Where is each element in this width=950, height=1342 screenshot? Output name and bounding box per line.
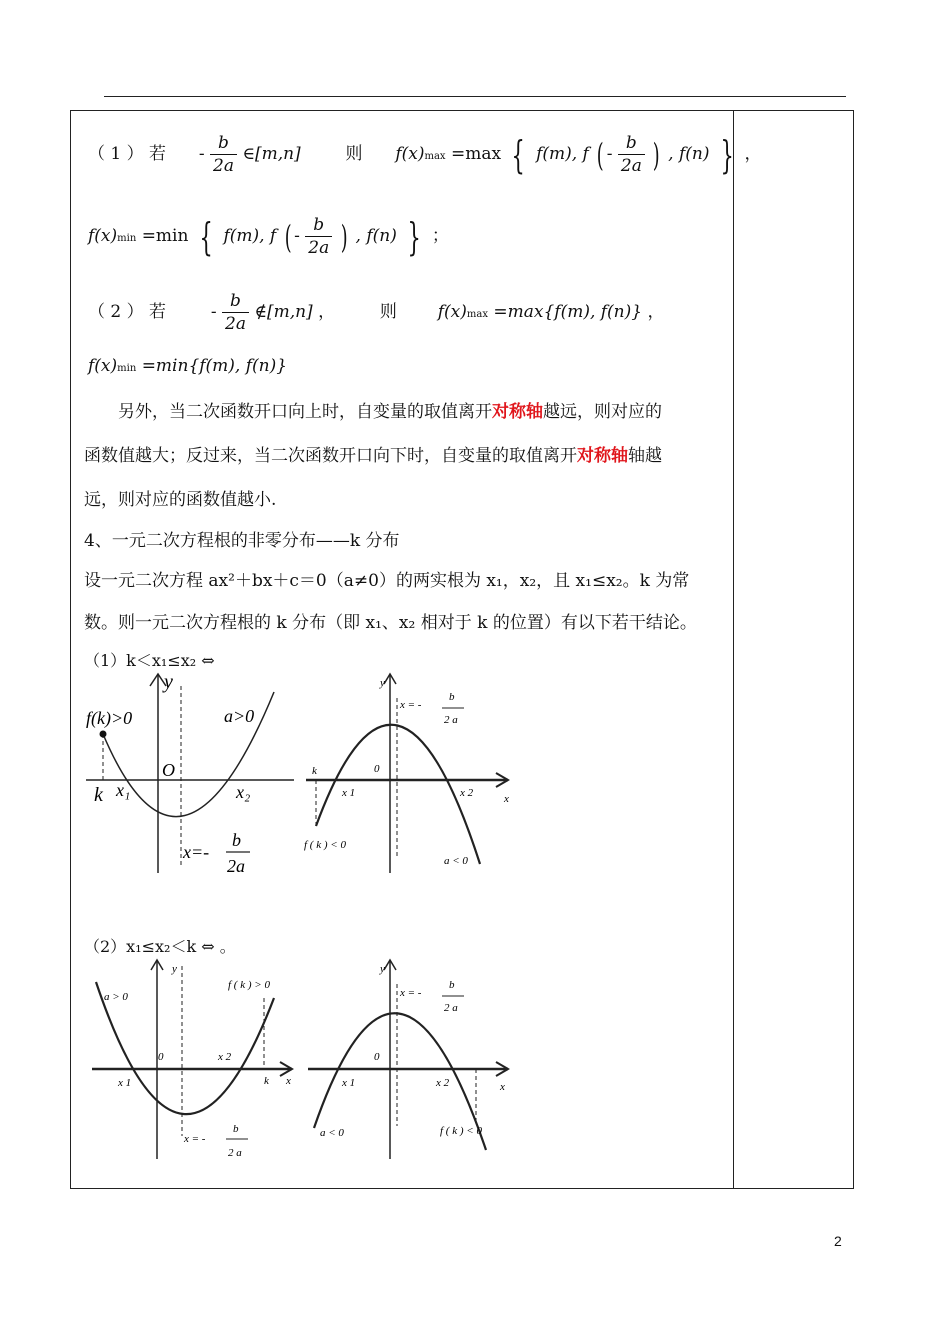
- fig4-b: b: [449, 979, 455, 991]
- case2-fraction: $\frac{b}{2a}$: [222, 290, 249, 335]
- fig4-x1-label: x 1: [342, 1077, 356, 1089]
- section4-intro-1: 设一元二次方程 ax²＋bx＋c＝0（a≠0）的两实根为 x₁，x₂，且 x₁≤x₂。k 为常: [84, 571, 690, 591]
- case1-minus: -: [198, 144, 205, 164]
- case1-condition: （1）k＜x₁≤x₂ ⇔: [84, 651, 215, 670]
- fig1-axis-eq: x=-: [183, 842, 210, 862]
- case1-min-args-a: f(m), f: [223, 226, 277, 246]
- fig3-a-label: a > 0: [104, 991, 128, 1003]
- fig1-y-label: y: [164, 671, 173, 693]
- case1-min-args-b: , f(n): [355, 226, 397, 246]
- section4-title: 4、一元二次方程根的非零分布——k 分布: [84, 531, 400, 551]
- fig1-a-label: a>0: [224, 706, 255, 726]
- case2-max-sub: max: [466, 309, 488, 320]
- case2-label: （ 2 ） 若: [88, 302, 167, 322]
- left-paren: (: [597, 135, 604, 174]
- right-paren: ): [653, 135, 660, 174]
- case2-min-expr: =min{f(m), f(n)}: [141, 356, 288, 376]
- case1-max-args-b: , f(n): [668, 144, 710, 164]
- highlight-axis: 对称轴: [577, 446, 628, 466]
- fig3-axis-eq: x = -: [184, 1133, 206, 1145]
- case2-membership: ∉[m,n]: [254, 302, 313, 322]
- case1-max-args-a: f(m), f: [536, 144, 589, 164]
- fig1-fk-label: f(k)>0: [86, 708, 133, 728]
- fig2-2a: 2 a: [444, 714, 458, 726]
- left-brace: {: [199, 214, 213, 259]
- left-paren: (: [284, 217, 292, 256]
- case2-comma: ，: [318, 302, 336, 322]
- fig1-origin-label: O: [162, 760, 175, 780]
- left-brace: {: [511, 132, 526, 177]
- fig4-2a: 2 a: [444, 1002, 458, 1014]
- paragraph-axis-of-symmetry: [84, 390, 724, 522]
- fig4-a-label: a < 0: [320, 1127, 344, 1139]
- table-side-column: [733, 110, 734, 1189]
- fig2-a-label: a < 0: [444, 855, 468, 867]
- case1-min-sub: min: [117, 233, 137, 244]
- fig1-x1-label: x₁: [116, 780, 131, 800]
- header-rule: [104, 96, 846, 97]
- fig4-x2-label: x 2: [436, 1077, 450, 1089]
- case1-min-eq: =min: [141, 226, 189, 246]
- fig3-x2-label: x 2: [218, 1051, 232, 1063]
- case1-label: （ 1 ） 若: [88, 144, 167, 164]
- fig4-y-label: y: [380, 963, 385, 975]
- case2-minus: -: [210, 302, 217, 322]
- paragraph-line-3: 远，则对应的函数值越小.: [84, 490, 277, 510]
- fig2-k-label: k: [312, 765, 317, 777]
- case1-min-line: f(x)min =min { f(m), f ( - $\frac{b}{2a}$ ) , f(n) } ；: [88, 214, 449, 259]
- fig3-2a: 2 a: [228, 1147, 242, 1159]
- fig4-x-axis-label: x: [500, 1081, 505, 1093]
- page-number: 2: [834, 1233, 842, 1249]
- fig1-x2-label: x₂: [236, 782, 251, 802]
- fig2-origin-label: 0: [374, 763, 380, 775]
- case1-membership: ∈[m,n]: [242, 144, 301, 164]
- paragraph-line-2: 函数值越大；反过来，当二次函数开口向下时，自变量的取值离开对称轴轴越: [84, 446, 662, 466]
- fig4-axis-eq: x = -: [400, 987, 422, 999]
- fig4-origin-label: 0: [374, 1051, 380, 1063]
- fig2-b: b: [449, 691, 455, 703]
- point-fk: [100, 731, 107, 738]
- case2-max-expr: =max{f(m), f(n)}: [493, 302, 643, 322]
- figure-downward-parabola-k-right: [300, 956, 520, 1161]
- right-brace: }: [407, 214, 421, 259]
- fig2-y-label: y: [380, 677, 385, 689]
- fig1-b: b: [232, 830, 241, 850]
- case2-comma-2: ，: [647, 302, 665, 322]
- case2-max-line: [88, 290, 665, 335]
- case2-min-sub: min: [117, 363, 137, 374]
- fig2-x1-label: x 1: [342, 787, 356, 799]
- fig3-origin-label: 0: [158, 1051, 164, 1063]
- case1-max-lhs: f(x): [395, 144, 425, 164]
- case2-min-line: [88, 356, 287, 376]
- case2-then: 则: [379, 302, 397, 322]
- paragraph-line-1: 另外，当二次函数开口向上时，自变量的取值离开对称轴越远，则对应的: [118, 402, 662, 422]
- figure-downward-parabola-fk-negative: [300, 668, 520, 878]
- fig2-x2-label: x 2: [460, 787, 474, 799]
- case1-max-eq: =max: [450, 144, 502, 164]
- case2-max-lhs: f(x): [437, 302, 467, 322]
- case1-then: 则: [345, 144, 363, 164]
- fig3-y-label: y: [172, 963, 177, 975]
- section4-intro-2: 数。则一元二次方程根的 k 分布（即 x₁、x₂ 相对于 k 的位置）有以下若干结论。: [84, 613, 697, 633]
- fig3-k-label: k: [264, 1075, 269, 1087]
- figure-upward-parabola-fk-positive: [84, 668, 299, 878]
- figure-upward-parabola-k-right: [84, 956, 299, 1161]
- case2-min-lhs: f(x): [88, 356, 118, 376]
- case2-condition: （2）x₁≤x₂＜k ⇔ 。: [84, 937, 236, 956]
- fig2-fk-label: f ( k ) < 0: [304, 839, 346, 851]
- fig2-axis-eq: x = -: [400, 699, 422, 711]
- right-paren: ): [340, 217, 348, 256]
- highlight-axis: 对称轴: [492, 402, 543, 422]
- case1-max-sub: max: [424, 151, 446, 162]
- fig4-fk-label: f ( k ) < 0: [440, 1125, 482, 1137]
- case1-min-lhs: f(x): [88, 226, 118, 246]
- case1-fraction: $\frac{b}{2a}$: [210, 132, 237, 177]
- case1-max-line: （ 1 ） 若 - $\frac{b}{2a}$ ∈[m,n] 则 f(x)max =max { f(m), f ( - $\frac{b}{2a}$ ) , f(n) } ，: [88, 132, 762, 177]
- fig3-b: b: [233, 1123, 239, 1135]
- case1-comma: ，: [744, 144, 762, 164]
- case1-semicolon: ；: [431, 226, 449, 246]
- fig3-fk-label: f ( k ) > 0: [228, 979, 270, 991]
- fig1-k-label: k: [94, 784, 103, 806]
- fig1-2a: 2a: [227, 856, 245, 876]
- right-brace: }: [720, 132, 734, 177]
- fig2-x-axis-label: x: [504, 793, 509, 805]
- fig3-x-axis-label: x: [286, 1075, 291, 1087]
- fig3-x1-label: x 1: [118, 1077, 132, 1089]
